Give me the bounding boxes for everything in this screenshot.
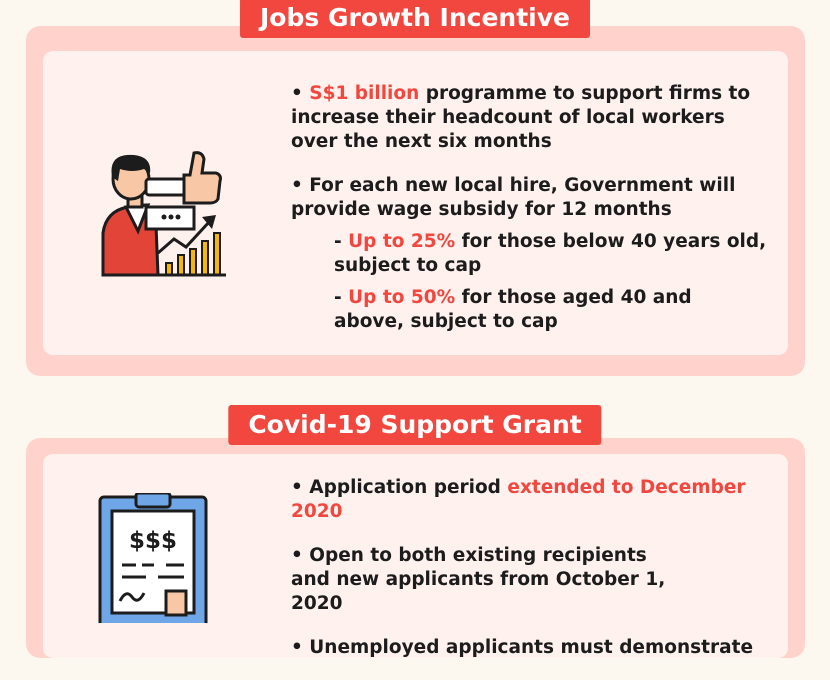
- jobs-growth-card: [26, 26, 805, 376]
- jobs-growth-bullets: [291, 82, 768, 342]
- highlight-text: S$1 billion: [309, 83, 420, 104]
- clipboard-dollar-icon: [96, 493, 214, 623]
- highlight-text: extended to December 2020: [291, 477, 746, 522]
- covid-support-bullets: [291, 476, 768, 680]
- bullet-text: programme to support firms to increase their headcount of local workers over the next six months: [291, 83, 751, 152]
- bullet-symbol: •: [291, 477, 303, 498]
- jobs-growth-card-inner: [43, 51, 788, 355]
- bullet-item: [291, 174, 768, 222]
- bullet-item: [291, 82, 768, 154]
- jobs-growth-incentive-title: Jobs Growth Incentive: [240, 0, 590, 38]
- sub-bullet-text: for those aged 40 and above, subject to cap: [334, 287, 692, 332]
- covid-support-card-inner: [43, 454, 788, 658]
- bullet-symbol: •: [291, 83, 303, 104]
- bullet-text: For each new local hire, Government will provide wage subsidy for 12 months: [291, 175, 736, 220]
- bullet-symbol: •: [291, 175, 303, 196]
- bullet-text: Open to both existing recipients and new applicants from October 1, 2020: [291, 545, 666, 614]
- bullet-item: [291, 544, 691, 616]
- clipboard-dollar-text: $$$: [128, 528, 178, 554]
- bullet-item: [291, 636, 768, 660]
- bullet-symbol: •: [291, 637, 303, 658]
- covid-support-grant-title: Covid-19 Support Grant: [228, 405, 601, 445]
- dash-symbol: -: [334, 231, 342, 252]
- bullet-symbol: •: [291, 545, 303, 566]
- thumbs-up-businessman-icon: [98, 149, 228, 277]
- bullet-text: Application period: [309, 477, 501, 498]
- bullet-item: [291, 476, 768, 524]
- dash-symbol: -: [334, 287, 342, 308]
- sub-bullet-text: for those below 40 years old, subject to cap: [334, 231, 767, 276]
- sub-bullet-item: [334, 286, 768, 334]
- sub-bullet-item: [334, 230, 768, 278]
- bullet-text: Unemployed applicants must demonstrate: [309, 637, 753, 658]
- highlight-text: Up to 50%: [348, 287, 456, 308]
- covid-support-card: [26, 438, 805, 658]
- highlight-text: Up to 25%: [348, 231, 456, 252]
